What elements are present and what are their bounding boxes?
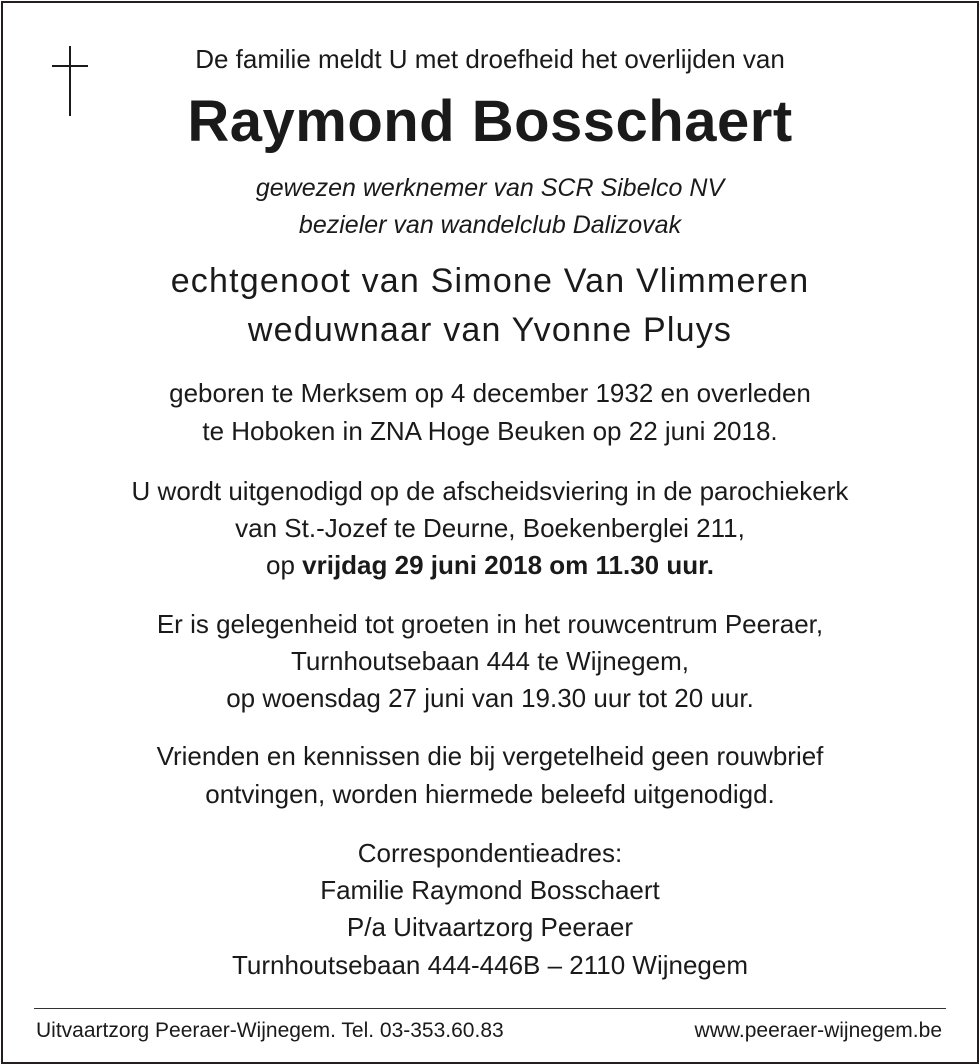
birth-death-line: te Hoboken in ZNA Hoge Beuken op 22 juni 2018. — [202, 416, 778, 446]
correspondence-heading: Correspondentieadres: — [357, 838, 623, 868]
birth-death-line: geboren te Merksem op 4 december 1932 en overleden — [169, 378, 811, 408]
ceremony-date-line — [0, 550, 980, 581]
invitation-line: Vrienden en kennissen die bij vergetelheid geen rouwbrief — [156, 741, 824, 771]
footer-website: www.peeraer-wijnegem.be — [694, 1019, 942, 1042]
greeting-line: op woensdag 27 juni van 19.30 uur tot 20 uur. — [226, 683, 754, 713]
correspondence-line: Turnhoutsebaan 444-446B – 2110 Wijnegem — [231, 950, 748, 980]
deceased-name: Raymond Bosschaert — [187, 89, 793, 154]
role-line: bezieler van wandelclub Dalizovak — [298, 211, 682, 239]
relation-line: weduwnaar van Yvonne Pluys — [247, 311, 733, 349]
correspondence-line: Familie Raymond Bosschaert — [320, 875, 660, 905]
invitation-line: ontvingen, worden hiermede beleefd uitgenodigd. — [205, 779, 775, 809]
ceremony-line: U wordt uitgenodigd op de afscheidsviering in de parochiekerk — [131, 476, 849, 506]
greeting-line: Turnhoutsebaan 444 te Wijnegem, — [291, 646, 689, 676]
footer-contact: Uitvaartzorg Peeraer-Wijnegem. Tel. 03-353.60.83 — [36, 1019, 504, 1042]
ceremony-line: van St.-Jozef te Deurne, Boekenberglei 211, — [235, 513, 745, 543]
intro-text: De familie meldt U met droefheid het overlijden van — [195, 44, 785, 74]
ceremony-date: vrijdag 29 juni 2018 om 11.30 uur. — [302, 550, 715, 580]
ceremony-prefix: op — [265, 550, 295, 580]
footer-divider — [34, 1008, 946, 1009]
relation-line: echtgenoot van Simone Van Vlimmeren — [170, 262, 810, 300]
greeting-line: Er is gelegenheid tot groeten in het rouwcentrum Peeraer, — [156, 609, 824, 639]
correspondence-line: P/a Uitvaartzorg Peeraer — [346, 912, 634, 942]
role-line: gewezen werknemer van SCR Sibelco NV — [255, 174, 725, 202]
